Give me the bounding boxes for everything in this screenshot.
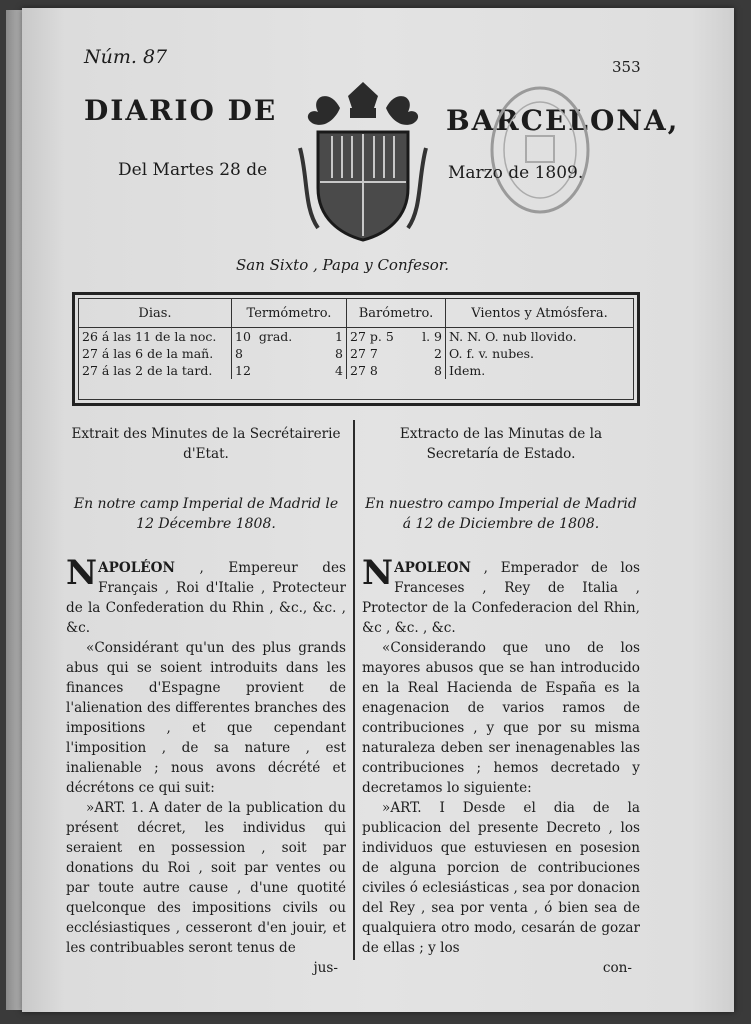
- weather-header-winds: Vientos y Atmósfera.: [446, 299, 634, 328]
- weather-row: [79, 345, 633, 362]
- weather-time: 27 á las 6 de la mañ.: [79, 345, 232, 362]
- title-right: BARCELONA,: [446, 104, 680, 137]
- weather-header-thermometer: Termómetro.: [232, 299, 347, 328]
- weather-time: 26 á las 11 de la noc.: [79, 328, 232, 346]
- weather-temp: 10 grad. 1: [232, 328, 347, 346]
- spanish-article: »ART. I Desde el dia de la publicacion del presente Decreto , los individuos que estuviesen en posesion de alguna porcion de contribuciones civiles ó eclesiásticas , sea por donacion del Rey , sea por venta , ó bien sea de qualquiera otro modo, cesarán de gozar de ellas ; y los: [362, 800, 640, 956]
- weather-header-barometer: Barómetro.: [347, 299, 446, 328]
- weather-header-days: Dias.: [79, 299, 232, 328]
- french-column: [66, 424, 346, 978]
- french-lead: NAPOLÉON , Empereur des Français , Roi d'Italie , Protecteur de la Confederation du Rhin , &c., &c. , &c.: [66, 553, 346, 636]
- weather-table: [72, 292, 640, 406]
- weather-pressure: 27 8 8: [347, 362, 446, 379]
- newspaper-page: [22, 8, 734, 1012]
- spanish-paragraph: «Considerando que uno de los mayores abusos que se han introducido en la Real Hacienda de España es la enagenacion de varios ramos de contribuciones , y que por su misma naturaleza deben ser inenagenables las contribuciones ; hemos decretado y decretamos lo siguiente:: [362, 640, 640, 796]
- weather-wind: Idem.: [449, 363, 486, 378]
- weather-time: 27 á las 2 de la tard.: [79, 362, 232, 379]
- spanish-column: [362, 424, 640, 978]
- issue-number: Núm. 87: [84, 46, 168, 68]
- weather-temp: 12 4: [232, 362, 347, 379]
- date-left: Del Martes 28 de: [118, 160, 268, 180]
- weather-wind: N. N. O. nub llovido.: [449, 329, 577, 344]
- title-left: DIARIO DE: [84, 94, 278, 127]
- catchword: jus-: [313, 960, 338, 976]
- weather-row: [79, 328, 633, 346]
- spanish-lead: NAPOLEON , Emperador de los Franceses , Rey de Italia , Protector de la Confederacion del Rhin, &c , &c. , &c.: [362, 553, 640, 636]
- weather-temp: 8 8: [232, 345, 347, 362]
- coat-of-arms-icon: [290, 78, 436, 244]
- dropcap: N: [362, 553, 394, 593]
- spanish-heading: Extracto de las Minutas de la Secretaría de Estado.: [399, 426, 603, 462]
- saint-of-day: San Sixto , Papa y Confesor.: [236, 256, 450, 274]
- page-number: 353: [612, 58, 641, 76]
- date-right: Marzo de 1809.: [448, 163, 584, 183]
- weather-header-row: [79, 299, 633, 328]
- weather-row: [79, 362, 633, 379]
- french-heading: Extrait des Minutes de la Secrétairerie d'Etat.: [71, 426, 341, 462]
- spanish-dateline: En nuestro campo Imperial de Madrid á 12 de Diciembre de 1808.: [365, 496, 637, 532]
- weather-pressure: 27 p. 5 l. 9: [347, 328, 446, 346]
- french-paragraph: «Considérant qu'un des plus grands abus qui se soient introduits dans les finances d'Espagne provient de l'alienation des differentes branches des impositions , et que cependant l'imposition , de sa nature , est inalienable ; nous avons décrété et décrétons ce qui suit:: [66, 640, 346, 796]
- weather-pressure: 27 7 2: [347, 345, 446, 362]
- column-divider: [353, 420, 355, 960]
- french-article: »ART. 1. A dater de la publication du présent décret, les individus qui seraient en possession , soit par donations du Roi , soit par ventes ou par toute autre cause , d'une quotité quelconque des impositions civils ou ecclésiastiques , cesseront d'en jouir, et les contribuables seront tenus de: [66, 800, 346, 956]
- catchword: con-: [602, 960, 632, 976]
- dropcap: N: [66, 553, 98, 593]
- library-stamp-icon: [486, 80, 594, 220]
- weather-wind: O. f. v. nubes.: [449, 346, 535, 361]
- french-dateline: En notre camp Imperial de Madrid le 12 Décembre 1808.: [73, 496, 339, 532]
